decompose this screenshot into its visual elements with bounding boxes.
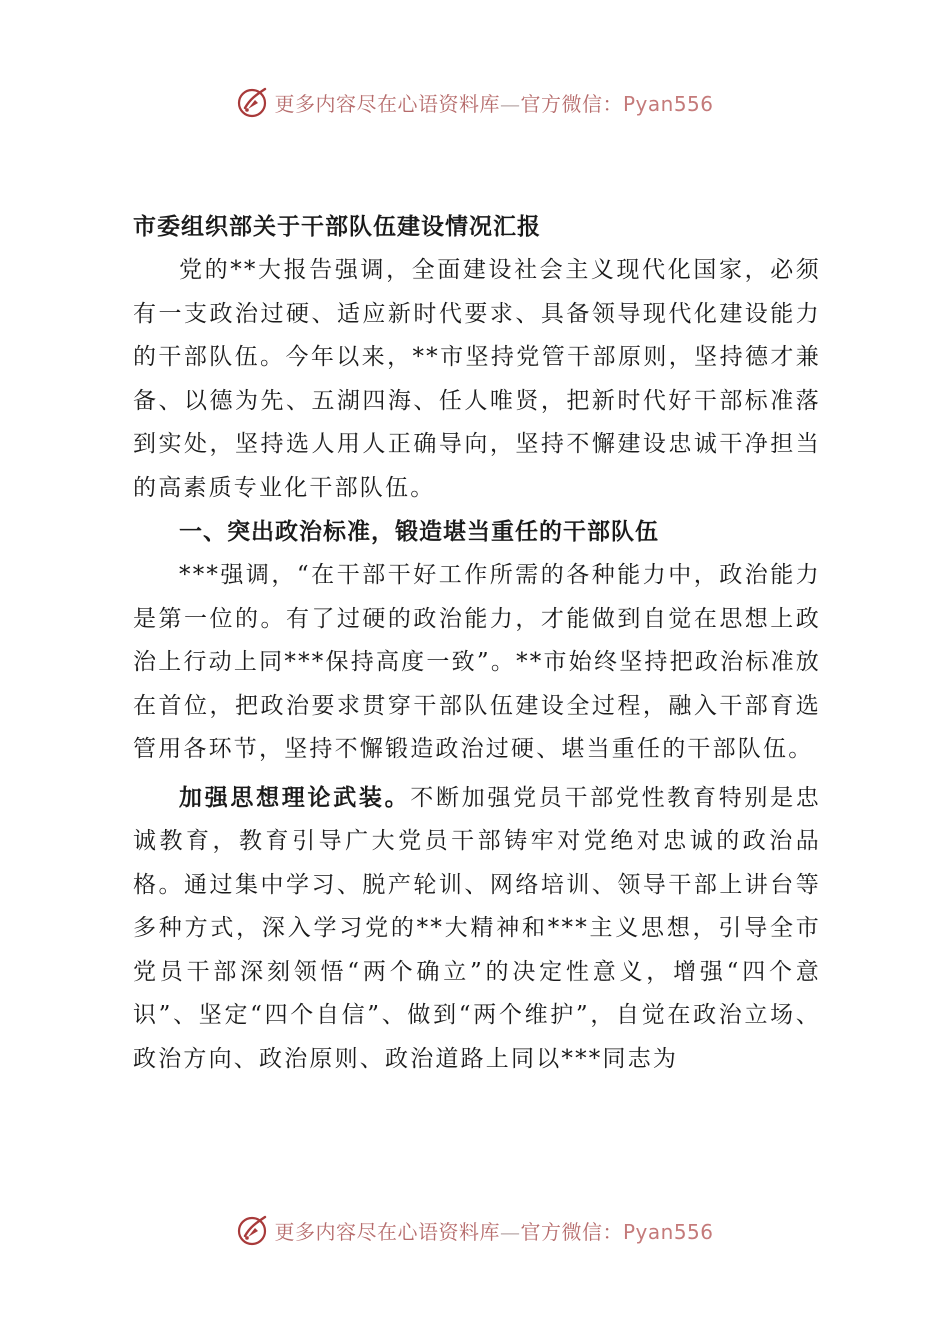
pen-nib-seal-icon [236, 85, 270, 119]
section-1-paragraph: ***强调，“在干部干好工作所需的各种能力中，政治能力是第一位的。有了过硬的政治能力，才能做到自觉在思想上政治上行动上同***保持高度一致”。**市始终坚持把政治标准放在首位，把政治要求贯穿干部队伍建设全过程，融入干部育选管用各环节，坚持不懈锻造政治过硬、堪当重任的干部队伍。 [133, 562, 821, 762]
watermark-separator: — [499, 91, 521, 116]
header-watermark [0, 82, 950, 122]
document-title: 市委组织部关于干部队伍建设情况汇报 [133, 213, 541, 240]
watermark-site: 更多内容尽在心语资料库 [274, 1219, 500, 1244]
section-heading-1: 一、突出政治标准，锻造堪当重任的干部队伍 [179, 518, 659, 545]
watermark-text [274, 1216, 713, 1245]
watermark-account: Pyan556 [622, 91, 714, 116]
document-body [133, 205, 821, 1081]
footer-watermark [0, 1210, 950, 1250]
subsection-lead: 加强思想理论武装。 [179, 783, 411, 811]
subsection-body: 不断加强党员干部党性教育特别是忠诚教育，教育引导广大党员干部铸牢对党绝对忠诚的政治品格。通过集中学习、脱产轮训、网络培训、领导干部上讲台等多种方式，深入学习党的**大精神和***主义思想，引导全市党员干部深刻领悟“两个确立”的决定性意义，增强“四个意识”、坚定“四个自信”、做到“两个维护”，自觉在政治立场、政治方向、政治原则、政治道路上同以***同志为 [133, 784, 821, 1072]
watermark-channel-label: 官方微信： [520, 91, 623, 116]
watermark-account: Pyan556 [622, 1219, 714, 1244]
watermark-site: 更多内容尽在心语资料库 [274, 91, 500, 116]
watermark-separator: — [499, 1219, 521, 1244]
watermark-text [274, 88, 713, 117]
pen-nib-seal-icon [236, 1213, 270, 1247]
watermark-channel-label: 官方微信： [520, 1219, 623, 1244]
intro-paragraph: 党的**大报告强调，全面建设社会主义现代化国家，必须有一支政治过硬、适应新时代要求、具备领导现代化建设能力的干部队伍。今年以来，**市坚持党管干部原则，坚持德才兼备、以德为先、五湖四海、任人唯贤，把新时代好干部标准落到实处，坚持选人用人正确导向，坚持不懈建设忠诚干净担当的高素质专业化干部队伍。 [133, 257, 821, 501]
subsection-paragraph [133, 776, 821, 1082]
